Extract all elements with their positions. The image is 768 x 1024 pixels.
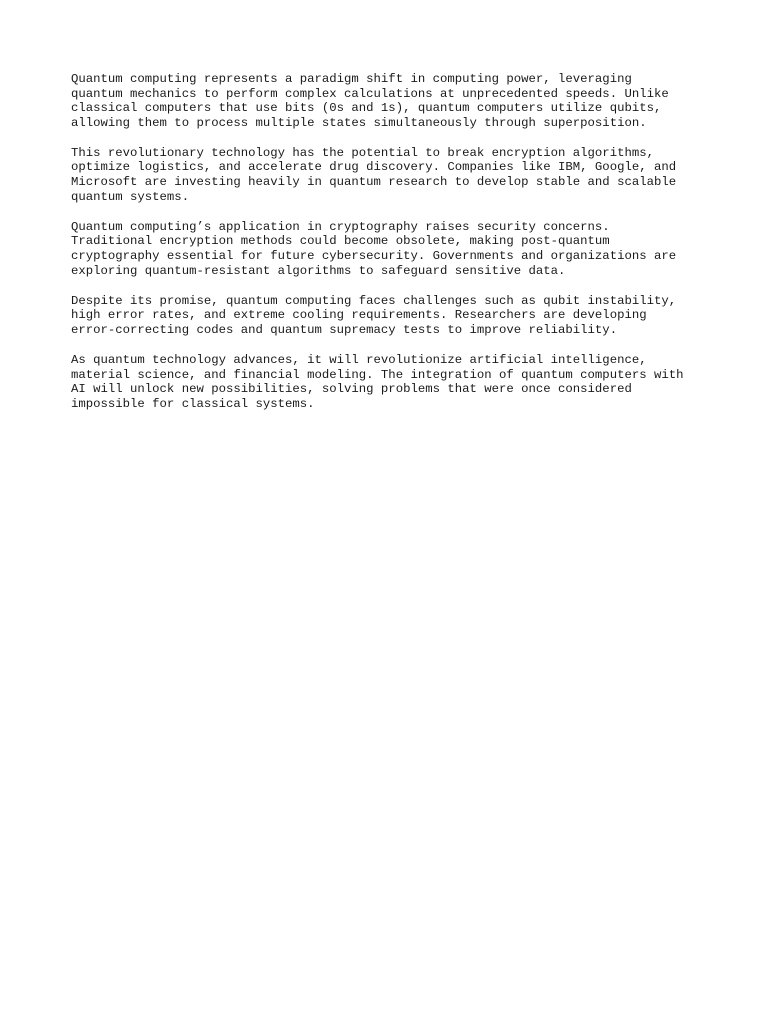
paragraph-intro: Quantum computing represents a paradigm shift in computing power, leveraging quantum mechanics to perform complex calculations at unprecedented speeds. Unlike classical computers that use bits (0s and 1s), quantum computers utilize qubits, allowing them to process multiple states simultaneously through superposition. (71, 72, 669, 130)
paragraph-potential: This revolutionary technology has the potential to break encryption algorithms, optimize logistics, and accelerate drug discovery. Companies like IBM, Google, and Microsoft are investing heavily in quantum research to develop stable and scalable quantum systems. (71, 145, 677, 204)
paragraph-challenges: Despite its promise, quantum computing faces challenges such as qubit instability, high error rates, and extreme cooling requirements. Researchers are developing error-correcting codes and quantum supremacy tests to improve reliability. (71, 293, 677, 337)
document-body (71, 72, 711, 427)
paragraph-cryptography: Quantum computing’s application in cryptography raises security concerns. Traditional encryption methods could become obsolete, making post-quantum cryptography essential for future cybersecurity. Governments and organizations are exploring quantum-resistant algorithms to safeguard sensitive data. (71, 219, 677, 278)
paragraph-future: As quantum technology advances, it will revolutionize artificial intelligence, material science, and financial modeling. The integration of quantum computers with AI will unlock new possibilities, solving problems that were once considered impossible for classical systems. (71, 352, 684, 411)
